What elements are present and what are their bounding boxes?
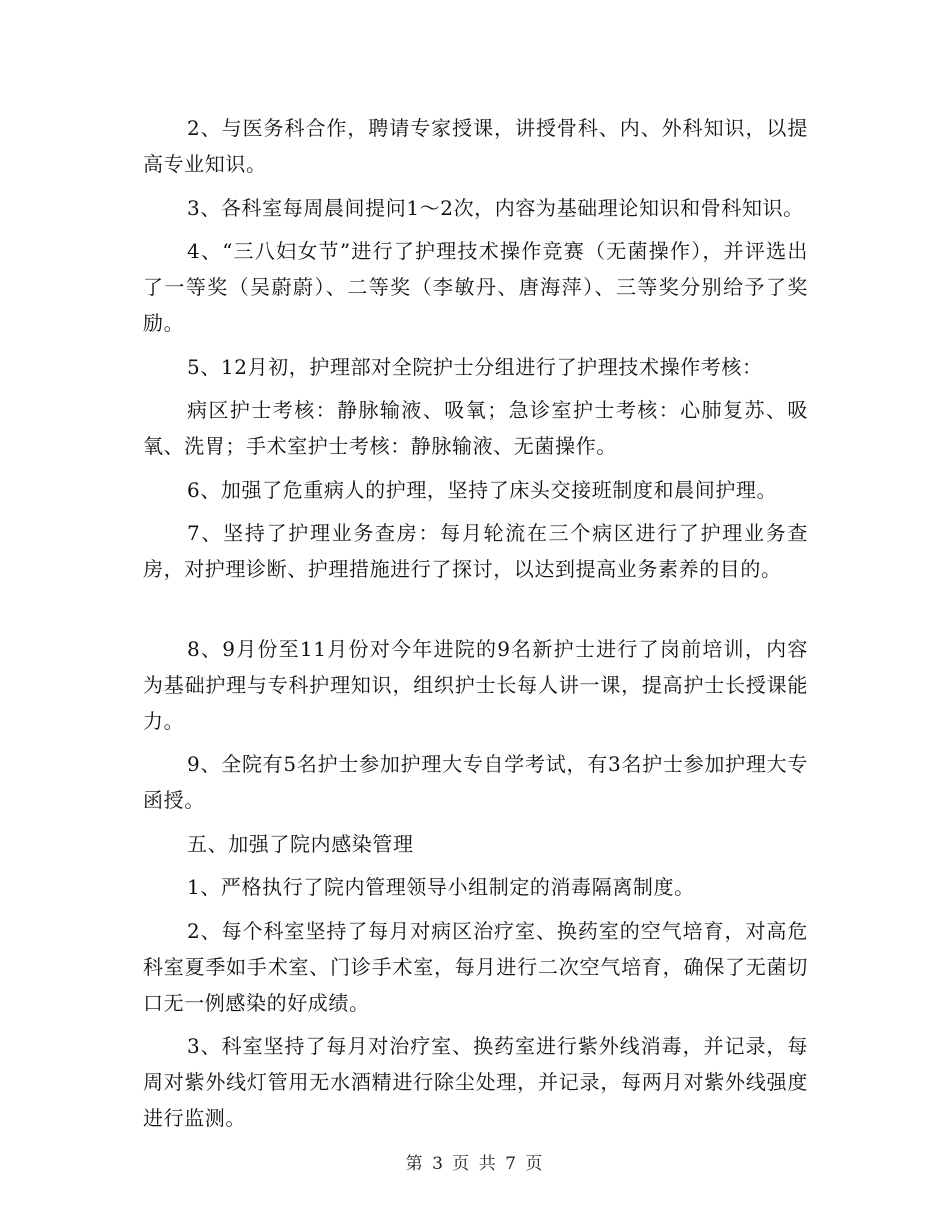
page-number-footer: 第 3 页 共 7 页 xyxy=(405,1154,545,1174)
paragraph-critical-care: 6、加强了危重病人的护理，坚持了床头交接班制度和晨间护理。 xyxy=(187,477,778,502)
paragraph-training-lectures: 2、与医务科合作，聘请专家授课，讲授骨科、内、外科知识，以提高专业知识。 xyxy=(143,116,808,176)
paragraph-continuing-education: 9、全院有5名护士参加护理大专自学考试，有3名护士参加护理大专函授。 xyxy=(143,752,808,812)
paragraph-morning-questions: 3、各科室每周晨间提问1～2次，内容为基础理论知识和骨科知识。 xyxy=(187,195,804,220)
paragraph-spacer xyxy=(143,595,808,631)
paragraph-skills-competition: 4、“三八妇女节”进行了护理技术操作竞赛（无菌操作），并评选出了一等奖（吴蔚蔚）、二等奖（李敏丹、唐海萍）、三等奖分别给予了奖励。 xyxy=(143,239,808,335)
paragraph-uv-disinfection: 3、科室坚持了每月对治疗室、换药室进行紫外线消毒，并记录，每周对紫外线灯管用无水酒精进行除尘处理，并记录，每两月对紫外线强度进行监测。 xyxy=(143,1034,808,1130)
document-body xyxy=(143,110,808,1144)
paragraph-disinfection-rules: 1、严格执行了院内管理领导小组制定的消毒隔离制度。 xyxy=(187,875,695,899)
paragraph-skills-assessment: 5、12月初，护理部对全院护士分组进行了护理技术操作考核： xyxy=(187,354,763,379)
paragraph-air-culture: 2、每个科室坚持了每月对病区治疗室、换药室的空气培育，对高危科室夏季如手术室、门诊手术室，每月进行二次空气培育，确保了无菌切口无一例感染的好成绩。 xyxy=(143,918,808,1015)
section-heading-infection-control: 五、加强了院内感染管理 xyxy=(187,831,414,856)
paragraph-new-nurse-training: 8、9月份至11月份对今年进院的9名新护士进行了岗前培训，内容为基础护理与专科护理知识，组织护士长每人讲一课，提高护士长授课能力。 xyxy=(143,636,808,733)
paragraph-assessment-items: 病区护士考核：静脉输液、吸氧；急诊室护士考核：心肺复苏、吸氧、洗胃；手术室护士考核：静脉输液、无菌操作。 xyxy=(143,398,808,458)
paragraph-nursing-rounds: 7、坚持了护理业务查房：每月轮流在三个病区进行了护理业务查房，对护理诊断、护理措施进行了探讨，以达到提高业务素养的目的。 xyxy=(143,521,808,581)
